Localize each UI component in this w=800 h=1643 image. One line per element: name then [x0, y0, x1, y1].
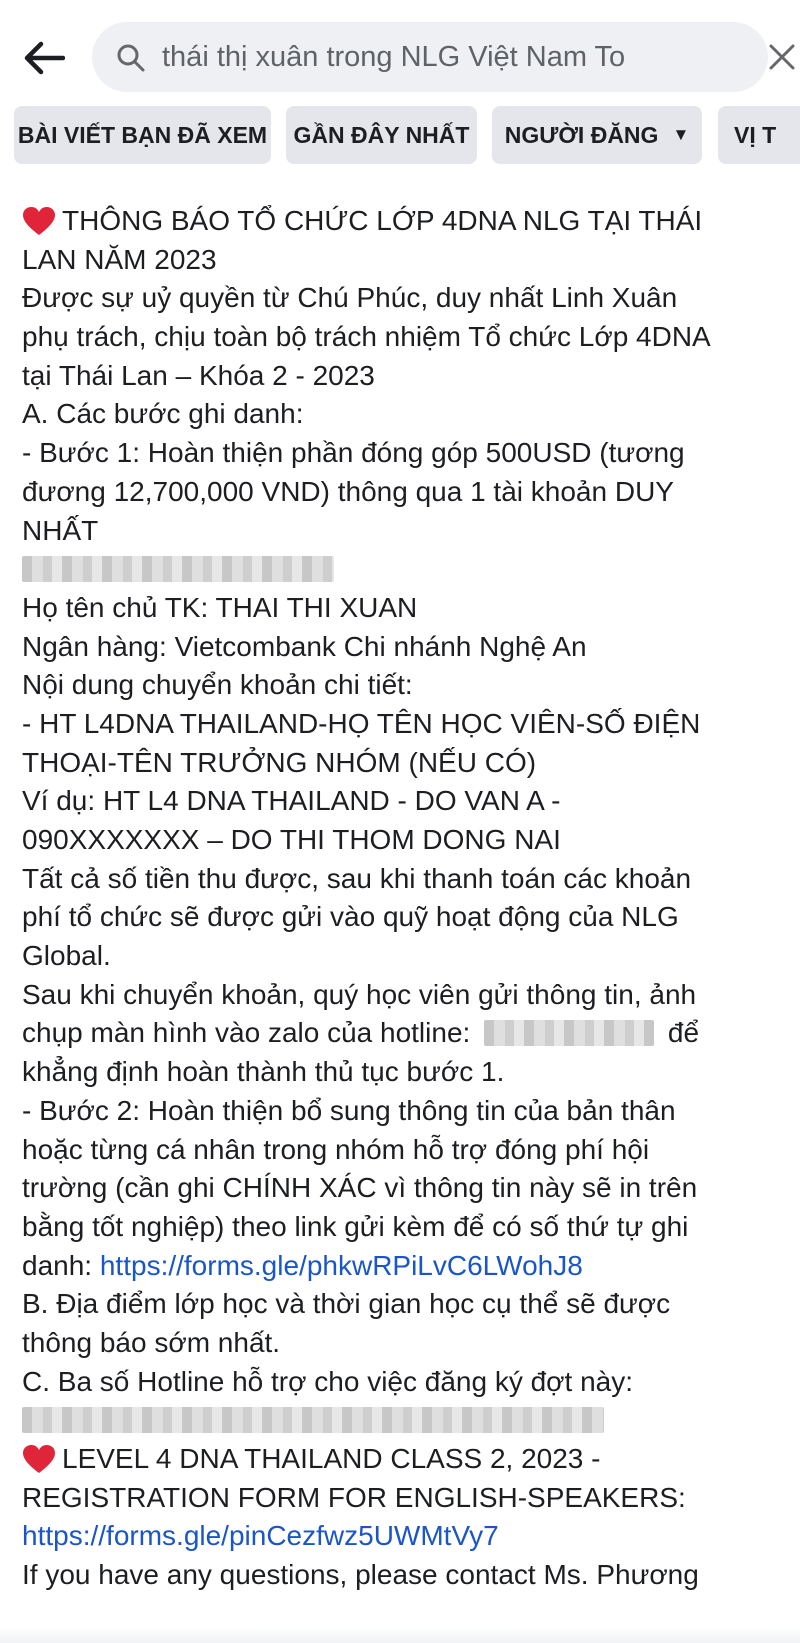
- post-text-line: - Bước 1: Hoàn thiện phần đóng góp 500USD (tương: [22, 437, 685, 469]
- post-text-line: phí tổ chức sẽ được gửi vào quỹ hoạt động của NLG: [22, 901, 679, 933]
- caret-down-icon: ▼: [672, 125, 690, 144]
- blurred-account-number: [22, 550, 792, 589]
- redacted-block: [22, 556, 334, 582]
- post-text-line: khẳng định hoàn thành thủ tục bước 1.: [22, 1056, 505, 1088]
- filter-chips: [0, 106, 800, 166]
- search-header: [0, 0, 800, 100]
- post-text-line: Sau khi chuyển khoản, quý học viên gửi thông tin, ảnh: [22, 978, 697, 1010]
- section-b-line-1: B. Địa điểm lớp học và thời gian học cụ thể sẽ được: [22, 1288, 671, 1320]
- back-button[interactable]: [18, 36, 70, 80]
- registration-form-link-vi[interactable]: https://forms.gle/phkwRPiLvC6LWohJ8: [99, 1249, 583, 1281]
- post-text-line: Global.: [22, 940, 111, 972]
- magnifier-icon: [116, 43, 146, 73]
- post-text-line: THOẠI-TÊN TRƯỞNG NHÓM (NẾU CÓ): [22, 746, 537, 778]
- post-text-line: chụp màn hình vào zalo của hotline: để: [22, 1017, 700, 1049]
- english-title-line-1: LEVEL 4 DNA THAILAND CLASS 2, 2023 -: [22, 1440, 792, 1479]
- post-text-line: - Bước 2: Hoàn thiện bổ sung thông tin của bản thân: [22, 1094, 676, 1126]
- post-text-line: phụ trách, chịu toàn bộ trách nhiệm Tổ chức Lớp 4DNA: [22, 321, 711, 353]
- post-text-line: hoặc từng cá nhân trong nhóm hỗ trợ đóng phí hội: [22, 1133, 650, 1165]
- filter-chip-label: NGƯỜI ĐĂNG: [504, 121, 659, 148]
- bottom-edge: [0, 1628, 800, 1643]
- post-text-line: Tất cả số tiền thu được, sau khi thanh toán các khoản: [22, 862, 692, 894]
- filter-chip-most-recent[interactable]: [286, 106, 477, 164]
- filter-chip-posted-by[interactable]: [492, 106, 702, 164]
- post-text-line: NHẤT: [22, 514, 99, 546]
- filter-chip-label: VỊ T: [734, 121, 777, 148]
- post-text-line: Họ tên chủ TK: THAI THI XUAN: [22, 591, 418, 623]
- filter-chip-label: GẦN ĐÂY NHẤT: [293, 121, 470, 148]
- post-text-line: trường (cần ghi CHÍNH XÁC vì thông tin này sẽ in trên: [22, 1172, 698, 1204]
- post-text-line: danh: https://forms.gle/phkwRPiLvC6LWohJ8: [22, 1249, 583, 1281]
- section-a-heading: A. Các bước ghi danh:: [22, 398, 304, 430]
- filter-chip-label: BÀI VIẾT BẠN ĐÃ XEM: [17, 121, 268, 148]
- post-text-line: đương 12,700,000 VND) thông qua 1 tài khoản DUY: [22, 475, 674, 507]
- post-title-line-1: THÔNG BÁO TỔ CHỨC LỚP 4DNA NLG TẠI THÁI: [22, 202, 792, 241]
- blurred-hotlines: [22, 1401, 792, 1440]
- section-b-line-2: thông báo sớm nhất.: [22, 1326, 281, 1358]
- redacted-block: [22, 1407, 604, 1433]
- filter-chip-location[interactable]: [718, 106, 800, 164]
- post-text-line: [22, 1517, 792, 1556]
- red-heart-icon: [22, 206, 56, 236]
- arrow-left-icon: [23, 41, 65, 75]
- post-text-line: If you have any questions, please contact Ms. Phương: [22, 1559, 699, 1591]
- post-text-line: 090XXXXXXX – DO THI THOM DONG NAI: [22, 824, 561, 855]
- post-text-line: Được sự uỷ quyền từ Chú Phúc, duy nhất Linh Xuân: [22, 282, 678, 314]
- section-c-heading: C. Ba số Hotline hỗ trợ cho việc đăng ký đợt này:: [22, 1365, 634, 1397]
- post-text-line: bằng tốt nghiệp) theo link gửi kèm để có số thứ tự ghi: [22, 1210, 689, 1242]
- search-input[interactable]: [162, 22, 682, 92]
- post-text-line: Ngân hàng: Vietcombank Chi nhánh Nghệ An: [22, 630, 587, 662]
- post-title-line-2: LAN NĂM 2023: [22, 243, 217, 275]
- filter-chip-viewed-posts[interactable]: [14, 106, 271, 164]
- post-text-line: tại Thái Lan – Khóa 2 - 2023: [22, 359, 375, 391]
- redacted-hotline: [484, 1020, 654, 1046]
- post-text-line: - HT L4DNA THAILAND-HỌ TÊN HỌC VIÊN-SỐ ĐIỆN: [22, 707, 701, 739]
- post-text-line: Ví dụ: HT L4 DNA THAILAND - DO VAN A -: [22, 785, 561, 817]
- post-text: [22, 202, 792, 1595]
- red-heart-icon: [22, 1444, 56, 1474]
- search-box[interactable]: [92, 22, 768, 92]
- post-text-line: Nội dung chuyển khoản chi tiết:: [22, 669, 413, 701]
- close-icon[interactable]: [768, 43, 796, 71]
- registration-form-link-en[interactable]: https://forms.gle/pinCezfwz5UWMtVy7: [22, 1520, 499, 1552]
- english-title-line-2: REGISTRATION FORM FOR ENGLISH-SPEAKERS:: [22, 1481, 686, 1513]
